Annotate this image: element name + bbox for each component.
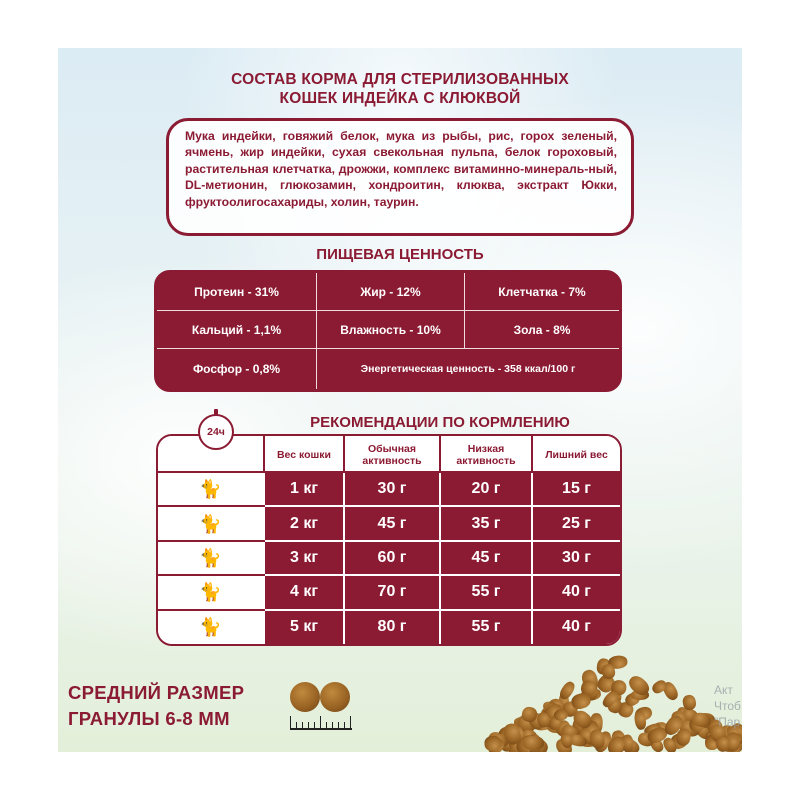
feeding-col-weight: Вес кошки — [264, 436, 344, 472]
feeding-low: 55 г — [440, 575, 532, 609]
feeding-weight: 5 кг — [264, 610, 344, 644]
clock-label: 24ч — [207, 426, 225, 438]
feeding-weight: 4 кг — [264, 575, 344, 609]
product-infographic — [58, 48, 742, 752]
feeding-normal: 60 г — [344, 541, 440, 575]
nutrition-fiber: Клетчатка - 7% — [465, 273, 619, 311]
feeding-weight: 3 кг — [264, 541, 344, 575]
ingredients-box — [166, 118, 634, 236]
feeding-table — [156, 434, 622, 646]
feeding-heading: РЕКОМЕНДАЦИИ ПО КОРМЛЕНИЮ — [310, 414, 570, 431]
composition-title-line1: СОСТАВ КОРМА ДЛЯ СТЕРИЛИЗОВАННЫХ — [231, 71, 569, 88]
nutrition-moisture: Влажность - 10% — [317, 311, 465, 349]
kibble-sample-icon — [286, 678, 356, 734]
nutrition-heading: ПИЩЕВАЯ ЦЕННОСТЬ — [316, 246, 484, 263]
watermark-line2: Чтоб — [714, 699, 741, 713]
watermark-text — [714, 682, 741, 730]
kibble-pile-image — [468, 638, 742, 752]
cat-walking-icon: 🐈 — [158, 541, 264, 575]
kibble — [682, 694, 697, 711]
nutrition-table — [154, 270, 622, 392]
composition-title — [58, 70, 742, 108]
feeding-overweight: 30 г — [532, 541, 620, 575]
cat-standing-icon: 🐈 — [158, 472, 264, 506]
feeding-weight: 2 кг — [264, 506, 344, 540]
kibble-size-line1: СРЕДНИЙ РАЗМЕР — [68, 682, 245, 703]
nutrition-calcium: Кальций - 1,1% — [157, 311, 317, 349]
ingredients-text: Мука индейки, говяжий белок, мука из рыбы, рис, горох зеленый, ячмень, жир индейки, сухая свекольная пульпа, белок гороховый, растительная клетчатка, дрожжи, комплекс витаминно-минераль-ный, DL-метионин, глюкозамин, хондроитин, клюква, экстракт Юкки, фруктоолигосахариды, холин, таурин. — [185, 129, 617, 209]
kibble — [523, 736, 544, 750]
table-row — [158, 541, 620, 575]
table-row — [158, 472, 620, 506]
feeding-overweight: 40 г — [532, 610, 620, 644]
clock-icon — [198, 414, 234, 450]
table-row — [158, 506, 620, 540]
feeding-weight: 1 кг — [264, 472, 344, 506]
feeding-col-low: Низкая активность — [440, 436, 532, 472]
cat-sitting-icon: 🐈 — [158, 506, 264, 540]
nutrition-ash: Зола - 8% — [465, 311, 619, 349]
nutrition-phosphorus: Фосфор - 0,8% — [157, 349, 317, 389]
watermark-line1: Акт — [714, 683, 733, 697]
feeding-low: 35 г — [440, 506, 532, 540]
nutrition-energy: Энергетическая ценность - 358 ккал/100 г — [360, 363, 576, 375]
kibble-size-line2: ГРАНУЛЫ 6-8 ММ — [68, 708, 230, 729]
feeding-overweight: 25 г — [532, 506, 620, 540]
feeding-overweight: 40 г — [532, 575, 620, 609]
feeding-normal: 80 г — [344, 610, 440, 644]
feeding-col-normal: Обычная активность — [344, 436, 440, 472]
cat-lying-icon: 🐈 — [158, 575, 264, 609]
feeding-normal: 70 г — [344, 575, 440, 609]
feeding-col-overweight: Лишний вес — [532, 436, 620, 472]
feeding-overweight: 15 г — [532, 472, 620, 506]
feeding-normal: 45 г — [344, 506, 440, 540]
feeding-low: 55 г — [440, 610, 532, 644]
watermark-line3: "Пар — [714, 715, 741, 729]
cat-resting-icon: 🐈 — [158, 610, 264, 644]
composition-title-line2: КОШЕК ИНДЕЙКА С КЛЮКВОЙ — [279, 90, 521, 107]
feeding-low: 20 г — [440, 472, 532, 506]
feeding-normal: 30 г — [344, 472, 440, 506]
kibble-size-label — [68, 680, 244, 732]
nutrition-protein: Протеин - 31% — [157, 273, 317, 311]
table-row — [158, 575, 620, 609]
ruler-icon — [290, 716, 352, 730]
nutrition-fat: Жир - 12% — [317, 273, 465, 311]
feeding-low: 45 г — [440, 541, 532, 575]
